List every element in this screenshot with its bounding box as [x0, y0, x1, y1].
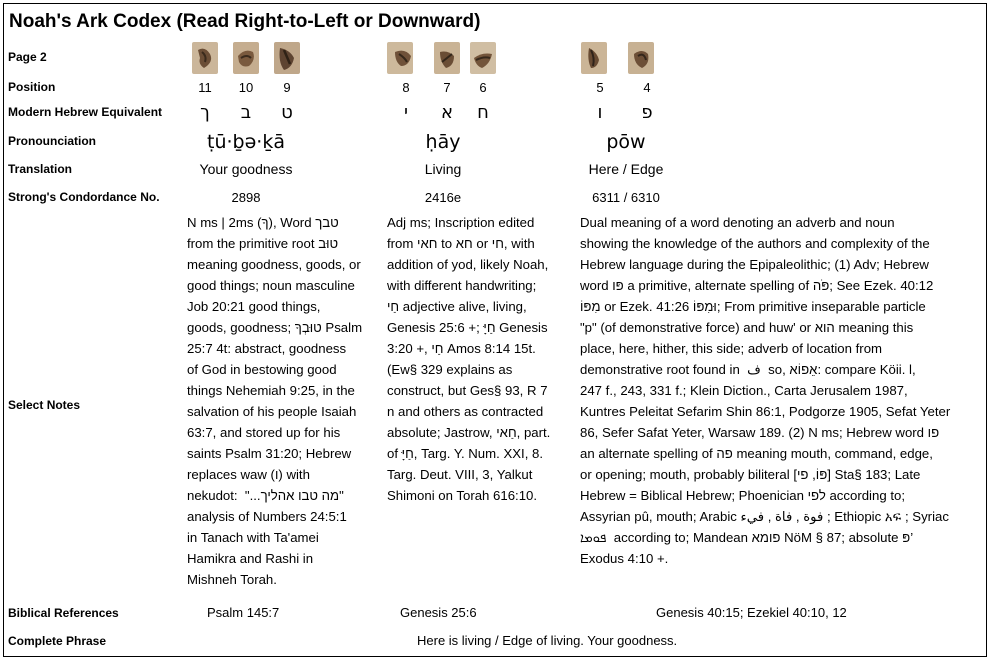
- notes-col3: [580, 212, 984, 569]
- note-line: ܦܘܡܐ according to; Mandean פומא NöM § 87; absolute פּ’: [580, 530, 914, 545]
- position-5: 5: [596, 80, 604, 95]
- note-line: from חאי to חא or חי, with: [387, 236, 535, 251]
- position-4: 4: [643, 80, 651, 95]
- reference-col3: Genesis 40:15; Ezekiel 40:10, 12: [656, 605, 847, 620]
- note-line: Assyrian pû, mouth; Arabic فوة , فاة , فيء ; Ethiopic አፍ ; Syriac: [580, 509, 949, 524]
- note-line: Adj ms; Inscription edited: [387, 215, 535, 230]
- note-line: analysis of Numbers 24:5:1: [187, 509, 347, 524]
- note-line: demonstrative root found in ف so, אֵפוֹא: compare Köii. l,: [580, 362, 916, 377]
- note-line: things Nehemiah 9:25, in the: [187, 383, 355, 398]
- glyph-image-6: [470, 42, 496, 74]
- note-line: of God in bestowing good: [187, 362, 337, 377]
- note-line: nekudot: "...מה טבו אהליך": [187, 488, 344, 503]
- label-pronunciation: Pronounciation: [8, 134, 96, 148]
- note-line: Shimoni on Torah 616:10.: [387, 488, 538, 503]
- note-line: 63:7, and stored up for his: [187, 425, 341, 440]
- note-line: place, here, hither, this side; adverb of location from: [580, 341, 883, 356]
- hebrew-letter-6: ח: [477, 102, 489, 123]
- label-select-notes: Select Notes: [8, 398, 81, 412]
- label-biblical-refs: Biblical References: [8, 606, 119, 620]
- note-line: Genesis 25:6 +; חַיָּ Genesis: [387, 320, 548, 335]
- label-strongs: Strong's Condordance No.: [8, 190, 160, 204]
- note-line: from the primitive root טוּב: [187, 236, 339, 251]
- position-6: 6: [479, 80, 487, 95]
- complete-phrase: Here is living / Edge of living. Your goodness.: [417, 633, 678, 648]
- position-9: 9: [283, 80, 291, 95]
- pronunciation-col3: pōw: [606, 131, 646, 153]
- note-line: Exodus 4:10 +.: [580, 551, 669, 566]
- note-line: of חַיָּ, Targ. Y. Num. XXI, 8.: [387, 446, 544, 461]
- note-line: Hebrew language during the Epipaleolithic; (1) Adv; Hebrew: [580, 257, 929, 272]
- note-line: an alternate spelling of פה meaning mouth, command, edge,: [580, 446, 933, 461]
- note-line: salvation of his people Isaiah: [187, 404, 357, 419]
- note-line: Dual meaning of a word denoting an adverb and noun: [580, 215, 895, 230]
- note-line: or opening; mouth, probably biliteral [פּוֹ, פי] Sta§ 183; Late: [580, 467, 921, 482]
- hebrew-letter-4: פ: [641, 102, 653, 123]
- hebrew-letter-5: ו: [597, 102, 603, 123]
- strongs-col2: 2416e: [424, 190, 462, 205]
- note-line: Hamikra and Rashi in: [187, 551, 314, 566]
- note-line: meaning goodness, goods, or: [187, 257, 361, 272]
- strongs-col3: 6311 / 6310: [592, 190, 660, 205]
- note-line: 247 f., 243, 331 f.; Klein Diction., Carta Jerusalem 1987,: [580, 383, 908, 398]
- reference-col1: Psalm 145:7: [207, 605, 280, 620]
- strongs-col1: 2898: [231, 190, 261, 205]
- note-line: חַי adjective alive, living,: [387, 299, 527, 314]
- note-line: replaces waw (ו) with: [187, 467, 310, 482]
- note-line: Targ. Deut. VIII, 3, Yalkut: [387, 467, 533, 482]
- page-title: Noah's Ark Codex (Read Right-to-Left or Downward): [9, 11, 481, 32]
- note-line: saints Psalm 31:20; Hebrew: [187, 446, 352, 461]
- label-translation: Translation: [8, 162, 73, 176]
- notes-col1: [187, 212, 382, 590]
- glyph-image-5: [581, 42, 607, 74]
- reference-col2: Genesis 25:6: [400, 605, 477, 620]
- note-line: in Tanach with Ta'amei: [187, 530, 319, 545]
- glyph-image-7: [434, 42, 460, 74]
- glyph-image-4: [628, 42, 654, 74]
- note-line: "p" (of demonstrative force) and huw' or הוא meaning this: [580, 320, 914, 335]
- glyph-image-11: [192, 42, 218, 74]
- translation-col1: Your goodness: [199, 161, 293, 177]
- note-line: n and others as contracted: [387, 404, 544, 419]
- note-line: absolute; Jastrow, חַאי, part.: [387, 425, 551, 440]
- position-7: 7: [443, 80, 451, 95]
- position-8: 8: [402, 80, 410, 95]
- label-complete-phrase: Complete Phrase: [8, 634, 107, 648]
- hebrew-letter-8: י: [403, 102, 409, 123]
- translation-col3: Here / Edge: [588, 161, 664, 177]
- pronunciation-col2: ḥāy: [425, 131, 461, 153]
- position-10: 10: [238, 80, 254, 95]
- position-11: 11: [198, 80, 212, 95]
- note-line: addition of yod, likely Noah,: [387, 257, 549, 272]
- pronunciation-col1: ṭū·ḇə·ḵā: [207, 131, 285, 153]
- note-line: Mishneh Torah.: [187, 572, 277, 587]
- note-line: showing the knowledge of the authors and complexity of the: [580, 236, 930, 251]
- translation-col2: Living: [424, 161, 462, 177]
- note-line: 25:7 4t: abstract, goodness: [187, 341, 347, 356]
- label-position: Position: [8, 80, 56, 94]
- glyph-image-9: [274, 42, 300, 74]
- note-line: 3:20 +, חַי Amos 8:14 15t.: [387, 341, 536, 356]
- hebrew-letter-7: א: [440, 102, 454, 123]
- note-line: with different handwriting;: [387, 278, 537, 293]
- note-line: goods, goodness; טוּבְךָ Psalm: [187, 320, 363, 335]
- label-modern-hebrew: Modern Hebrew Equivalent: [8, 105, 163, 119]
- glyph-image-10: [233, 42, 259, 74]
- note-line: good things; noun masculine: [187, 278, 355, 293]
- label-page: Page 2: [8, 50, 47, 64]
- glyph-image-8: [387, 42, 413, 74]
- note-line: construct, but Ges§ 93, R 7: [387, 383, 548, 398]
- note-line: N ms | 2ms (ךָ), Word טבך: [187, 215, 339, 230]
- note-line: Kuntres Peleitat Sefarim Shin 86:1, Podgorze 1905, Sefat Yeter: [580, 404, 951, 419]
- note-line: מִפּוֹ or Ezek. 41:26 וּמִפּוֹ; From primitive inseparable particle: [580, 299, 926, 314]
- note-line: 86, Sefer Safat Yeter, Warsaw 189. (2) N ms; Hebrew word פו: [580, 425, 940, 440]
- note-line: (Ew§ 329 explains as: [387, 362, 513, 377]
- hebrew-letter-11: ך: [200, 102, 210, 123]
- hebrew-letter-10: ב: [240, 102, 252, 123]
- hebrew-letter-9: ט: [281, 102, 293, 123]
- note-line: Hebrew = Biblical Hebrew; Phoenician לפי according to;: [580, 488, 905, 503]
- note-line: word פּו a primitive, alternate spelling of פֹּה; See Ezek. 40:12: [580, 278, 934, 293]
- note-line: Job 20:21 good things,: [187, 299, 321, 314]
- notes-col2: [387, 212, 575, 506]
